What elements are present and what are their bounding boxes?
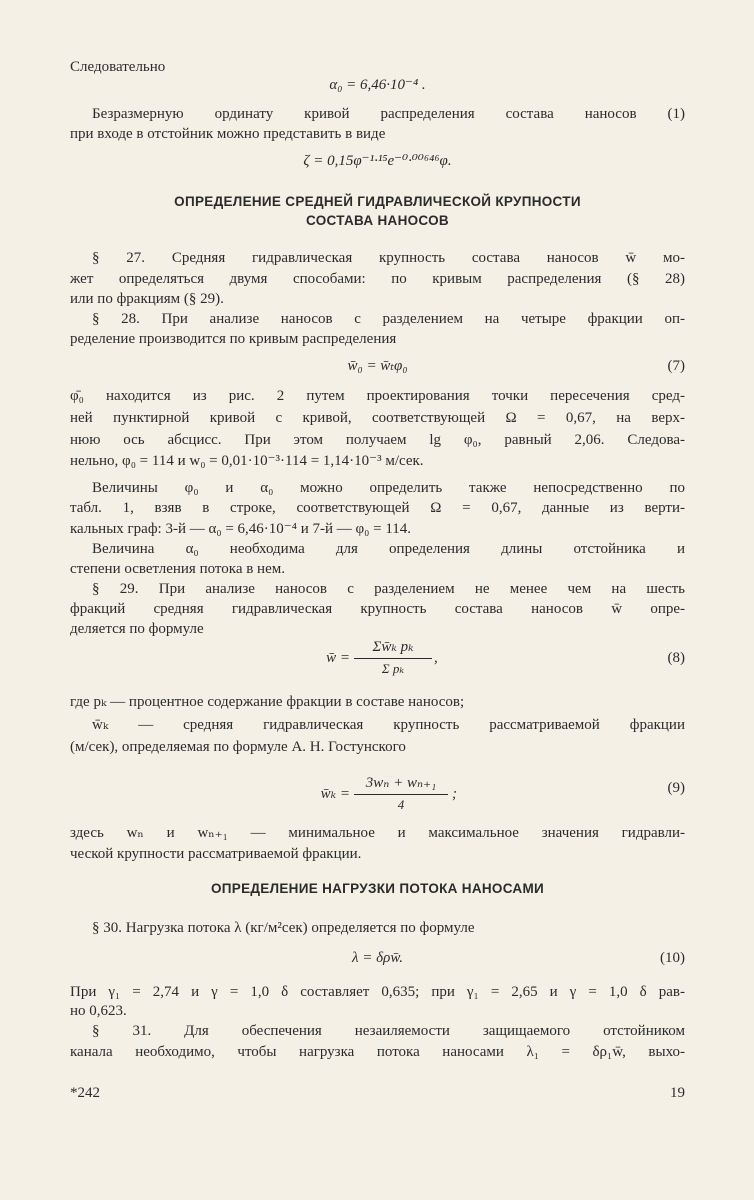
equation-8-numerator: Σw̄ₖ pₖ (354, 636, 432, 659)
equation-8-denominator: Σ pₖ (381, 661, 405, 676)
text-line: здесь wₙ и wₙ₊₁ — минимальное и максимальное значения гидравли- (70, 825, 685, 841)
text-line: w̄ₖ — средняя гидравлическая крупность рассматриваемой фракции (92, 717, 685, 733)
text-line: при входе в отстойник можно представить в виде (70, 126, 386, 142)
equation-7: w̄₀ = w̄ₜφ₀ (347, 358, 408, 374)
section-heading: ОПРЕДЕЛЕНИЕ НАГРУЗКИ ПОТОКА НАНОСАМИ (210, 881, 545, 896)
text-line: но 0,623. (70, 1003, 127, 1019)
text-line: ческой крупности рассматриваемой фракции. (70, 846, 362, 862)
text-line: где pₖ — процентное содержание фракции в составе наносов; (70, 694, 465, 710)
page-number: 19 (670, 1085, 685, 1101)
text-line: нельно, φ₀ = 114 и w₀ = 0,01·10⁻³·114 = 1,14·10⁻³ м/сек. (70, 453, 424, 469)
text-line: § 27. Средняя гидравлическая крупность состава наносов w̄ мо- (92, 250, 685, 266)
text-line: § 31. Для обеспечения незаиляемости защищаемого отстойником (92, 1023, 685, 1039)
text-line: § 30. Нагрузка потока λ (кг/м²сек) определяется по формуле (92, 920, 475, 936)
equation-alpha: α₀ = 6,46·10⁻⁴ . (329, 77, 426, 93)
text-line: Величина α₀ необходима для определения длины отстойника и (92, 541, 685, 557)
text-line: (м/сек), определяемая по формуле А. Н. Гостунского (70, 739, 406, 755)
text-line: Величины φ₀ и α₀ можно определить также непосредственно по (92, 480, 685, 496)
equation-8-lhs: w̄ = (326, 650, 350, 666)
text-line: канала необходимо, чтобы нагрузка потока наносами λ₁ = δρ₁w̄, выхо- (70, 1044, 685, 1060)
text-line: деляется по формуле (70, 621, 204, 637)
equation-number: (9) (667, 780, 685, 796)
equation-number: (7) (667, 358, 685, 374)
section-heading: ОПРЕДЕЛЕНИЕ СРЕДНЕЙ ГИДРАВЛИЧЕСКОЙ КРУПНОСТИ (174, 194, 581, 209)
equation-8-tail: , (434, 650, 438, 666)
equation-9-denominator: 4 (397, 797, 405, 812)
text-line: При γ₁ = 2,74 и γ = 1,0 δ составляет 0,635; при γ₁ = 2,65 и γ = 1,0 δ рав- (70, 984, 685, 1000)
text-line: Безразмерную ординату кривой распределения состава наносов (1) (92, 106, 685, 122)
text-line: степени осветления потока в нем. (70, 561, 285, 577)
equation-9-fraction (354, 772, 448, 815)
equation-8-fraction (354, 636, 432, 679)
text-line: жет определяться двумя способами: по кривым распределения (§ 28) (70, 271, 685, 287)
printer-signature: *242 (70, 1085, 100, 1101)
text-line: табл. 1, взяв в строке, соответствующей Ω = 0,67, данные из верти- (70, 500, 685, 516)
equation-number: (8) (667, 650, 685, 666)
text-line: нюю ось абсцисс. При этом получаем lg φ₀, равный 2,06. Следова- (70, 432, 685, 448)
equation-10: λ = δρw̄. (352, 950, 403, 966)
text-line: ределение производится по кривым распределения (70, 331, 397, 347)
equation-zeta: ζ = 0,15φ⁻¹·¹⁵e⁻⁰·⁰⁰⁶⁴⁶φ. (303, 153, 452, 169)
text-line: Следовательно (70, 59, 166, 75)
text-line: фракций средняя гидравлическая крупность состава наносов w̄ опре- (70, 601, 685, 617)
text-line: § 29. При анализе наносов с разделением не менее чем на шесть (92, 581, 685, 597)
equation-9-tail: ; (452, 786, 457, 802)
text-line: ней пунктирной кривой с кривой, соответствующей Ω = 0,67, на верх- (70, 410, 685, 426)
equation-9-lhs: w̄ₖ = (320, 786, 350, 802)
text-line: или по фракциям (§ 29). (70, 291, 224, 307)
text-line: кальных граф: 3-й — α₀ = 6,46·10⁻⁴ и 7-й — φ₀ = 114. (70, 521, 412, 537)
equation-number: (10) (660, 950, 685, 966)
equation-9-numerator: 3wₙ + wₙ₊₁ (354, 772, 448, 795)
text-line: § 28. При анализе наносов с разделением на четыре фракции оп- (92, 311, 685, 327)
text-line: φ̄₀ находится из рис. 2 путем проектирования точки пересечения сред- (70, 388, 685, 404)
section-heading: СОСТАВА НАНОСОВ (306, 213, 449, 228)
